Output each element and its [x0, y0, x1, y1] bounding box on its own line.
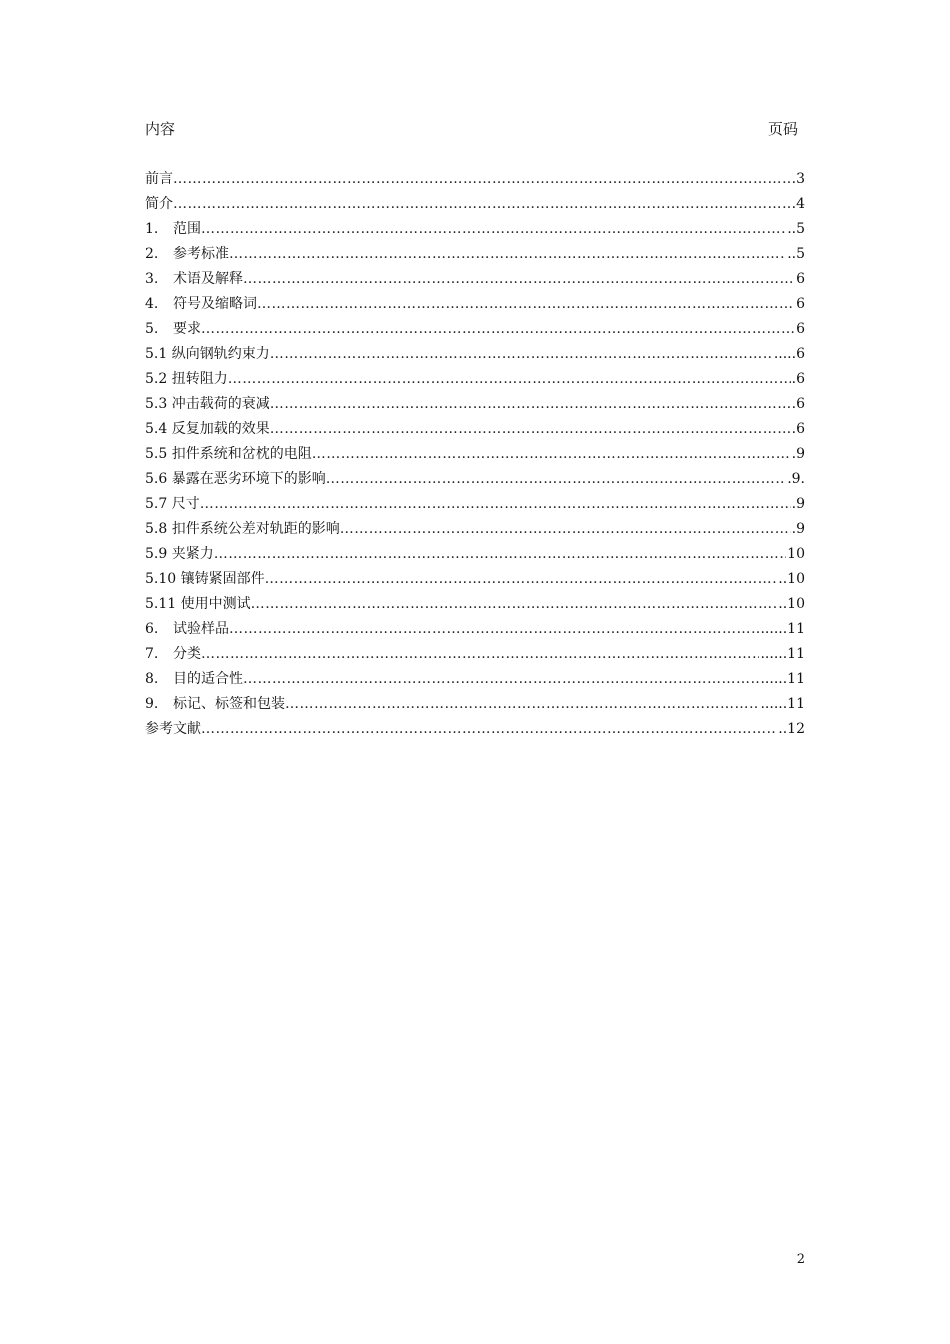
toc-entry-title: 符号及缩略词: [173, 296, 257, 312]
toc-entry-page: 6: [796, 321, 805, 337]
toc-entry-number: 9.: [145, 696, 159, 712]
page-number: 2: [796, 1252, 805, 1267]
toc-entry-label: [145, 719, 201, 739]
page-column-heading: 页码: [767, 120, 798, 138]
toc-entry-number: 8.: [145, 671, 159, 687]
toc-entry[interactable]: [145, 544, 805, 569]
toc-leader-dots: [229, 244, 786, 264]
toc-entry-label: [145, 344, 270, 364]
toc-entry-page: 6: [796, 296, 805, 312]
toc-leader-dots: [201, 219, 786, 239]
toc-entry-title: 简介: [145, 196, 173, 212]
toc-entry-page: ..5: [787, 221, 805, 237]
toc-entry-title: 5.8 扣件系统公差对轨距的影响: [145, 521, 340, 537]
toc-entry-label: [145, 294, 257, 314]
toc-entry-label: [145, 594, 251, 614]
toc-entry-label: [145, 194, 173, 214]
toc-entry-page: ......11: [760, 671, 805, 687]
toc-entry[interactable]: [145, 219, 805, 244]
toc-leader-dots: [173, 169, 791, 189]
toc-leader-dots: [173, 194, 791, 214]
toc-entry-page: .9: [791, 521, 805, 537]
toc-leader-dots: [243, 669, 759, 689]
toc-entry-label: [145, 669, 243, 689]
toc-entry-title: 试验样品: [173, 621, 229, 637]
toc-entry-page: ..10: [778, 571, 805, 587]
toc-entry-page: ......11: [760, 646, 805, 662]
toc-entry-page: .9: [791, 496, 805, 512]
toc-entry[interactable]: [145, 244, 805, 269]
toc-entry-page: 10: [787, 546, 805, 562]
toc-entry[interactable]: [145, 294, 805, 319]
toc-entry-label: [145, 394, 270, 414]
toc-entry-label: [145, 469, 326, 489]
toc-header: [145, 118, 798, 140]
toc-entry[interactable]: [145, 469, 805, 494]
toc-entry-page: 6: [796, 271, 805, 287]
toc-entry-page: .9: [791, 446, 805, 462]
toc-entry-page: ......11: [760, 621, 805, 637]
toc-entry[interactable]: [145, 269, 805, 294]
toc-entry-page: ..12: [778, 721, 805, 737]
toc-entry[interactable]: [145, 594, 805, 619]
toc-leader-dots: [201, 319, 795, 339]
toc-entry-label: [145, 369, 228, 389]
toc-entry-number: 2.: [145, 246, 159, 262]
toc-entry[interactable]: [145, 669, 805, 694]
toc-entry[interactable]: [145, 344, 805, 369]
toc-entry-label: [145, 519, 340, 539]
toc-entry-title: 5.2 扭转阻力: [145, 371, 228, 387]
toc-entry-title: 范围: [173, 221, 201, 237]
toc-entry-title: 术语及解释: [173, 271, 243, 287]
toc-entry-label: [145, 169, 173, 189]
toc-entry[interactable]: [145, 419, 805, 444]
toc-leader-dots: [228, 369, 791, 389]
toc-entry-label: [145, 444, 312, 464]
toc-entry-title: 5.6 暴露在恶劣环境下的影响: [145, 471, 326, 487]
toc-leader-dots: [326, 469, 786, 489]
toc-entry-number: 5.: [145, 321, 159, 337]
toc-entry-label: [145, 694, 285, 714]
toc-entry-page: .6: [791, 421, 805, 437]
toc-entry-title: 5.5 扣件系统和岔枕的电阻: [145, 446, 312, 462]
toc-entry-title: 分类: [173, 646, 201, 662]
toc-leader-dots: [257, 294, 795, 314]
toc-entry-title: 5.11 使用中测试: [145, 596, 251, 612]
toc-entry[interactable]: [145, 169, 805, 194]
toc-entry-label: [145, 569, 265, 589]
toc-entry[interactable]: [145, 694, 805, 719]
toc-leader-dots: [243, 269, 795, 289]
toc-entry-page: .3: [791, 171, 805, 187]
toc-entry-label: [145, 619, 229, 639]
toc-entry-number: 3.: [145, 271, 159, 287]
toc-entry-title: 要求: [173, 321, 201, 337]
toc-leader-dots: [270, 344, 773, 364]
toc-entry[interactable]: [145, 619, 805, 644]
toc-entry-title: 5.10 镶铸紧固部件: [145, 571, 265, 587]
toc-entry-number: 1.: [145, 221, 159, 237]
toc-entry-page: ..10: [778, 596, 805, 612]
toc-entry[interactable]: [145, 719, 805, 744]
toc-leader-dots: [265, 569, 778, 589]
toc-entry[interactable]: [145, 644, 805, 669]
toc-leader-dots: [285, 694, 759, 714]
table-of-contents: [145, 169, 805, 744]
toc-leader-dots: [340, 519, 791, 539]
toc-entry-title: 5.4 反复加载的效果: [145, 421, 270, 437]
toc-entry-title: 5.1 纵向钢轨约束力: [145, 346, 270, 362]
toc-entry-label: [145, 219, 201, 239]
contents-heading: 内容: [145, 120, 176, 138]
toc-leader-dots: [200, 494, 791, 514]
toc-entry[interactable]: [145, 369, 805, 394]
toc-leader-dots: [214, 544, 786, 564]
toc-entry-page: ..5: [787, 246, 805, 262]
toc-entry-number: 7.: [145, 646, 159, 662]
toc-entry-page: .9.: [787, 471, 805, 487]
toc-entry[interactable]: [145, 444, 805, 469]
toc-leader-dots: [201, 644, 759, 664]
toc-entry[interactable]: [145, 394, 805, 419]
toc-entry-page: .....6: [773, 346, 805, 362]
toc-leader-dots: [201, 719, 777, 739]
toc-entry-label: [145, 419, 270, 439]
toc-entry-title: 目的适合性: [173, 671, 243, 687]
toc-entry-label: [145, 644, 201, 664]
toc-entry[interactable]: [145, 569, 805, 594]
toc-entry-title: 5.3 冲击载荷的衰减: [145, 396, 270, 412]
toc-entry-label: [145, 319, 201, 339]
toc-entry[interactable]: [145, 319, 805, 344]
toc-entry-title: 5.9 夹紧力: [145, 546, 214, 562]
toc-entry-title: 参考文献: [145, 721, 201, 737]
toc-leader-dots: [251, 594, 778, 614]
toc-leader-dots: [229, 619, 759, 639]
toc-entry-title: 参考标准: [173, 246, 229, 262]
toc-leader-dots: [312, 444, 791, 464]
toc-entry[interactable]: [145, 494, 805, 519]
toc-entry-page: ......11: [760, 696, 805, 712]
toc-entry-page: .6: [791, 396, 805, 412]
toc-entry-label: [145, 544, 214, 564]
toc-entry-number: 6.: [145, 621, 159, 637]
toc-leader-dots: [270, 419, 791, 439]
toc-entry-label: [145, 269, 243, 289]
toc-entry-label: [145, 494, 200, 514]
toc-entry-label: [145, 244, 229, 264]
toc-entry-title: 5.7 尺寸: [145, 496, 200, 512]
toc-leader-dots: [270, 394, 791, 414]
toc-entry[interactable]: [145, 519, 805, 544]
toc-entry-page: .4: [791, 196, 805, 212]
toc-entry-title: 前言: [145, 171, 173, 187]
toc-entry-title: 标记、标签和包装: [173, 696, 285, 712]
toc-entry[interactable]: [145, 194, 805, 219]
toc-entry-number: 4.: [145, 296, 159, 312]
toc-entry-page: .6: [791, 371, 805, 387]
